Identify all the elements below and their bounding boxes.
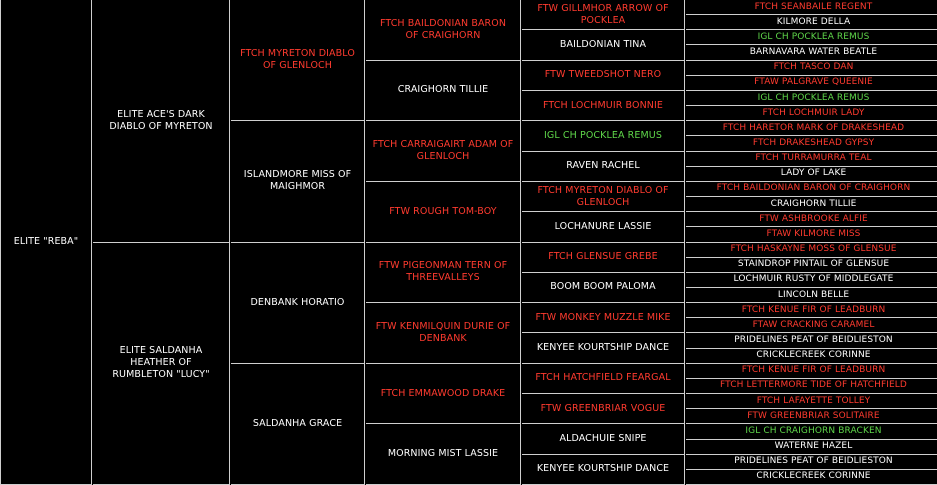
generation-4-cell: FTW ROUGH TOM-BOY <box>366 182 521 243</box>
generation-6-cell: FTAW CRACKING CARAMEL <box>686 318 937 333</box>
generation-5-cell: KENYEE KOURTSHIP DANCE <box>522 455 685 485</box>
generation-6-cell: FTCH KENUE FIR OF LEADBURN <box>686 364 937 379</box>
generation-5-cell: FTW GILLMHOR ARROW OF POCKLEA <box>522 0 685 30</box>
generation-4-cell: FTW KENMILQUIN DURIE OF DENBANK <box>366 303 521 364</box>
generation-5-cell: RAVEN RACHEL <box>522 152 685 182</box>
generation-5-cell: FTW TWEEDSHOT NERO <box>522 61 685 91</box>
generation-5-cell: FTCH MYRETON DIABLO OF GLENLOCH <box>522 182 685 212</box>
generation-6-cell: LADY OF LAKE <box>686 167 937 182</box>
generation-4-cell: FTCH EMMAWOOD DRAKE <box>366 364 521 425</box>
generation-6-cell: FTCH SEANBAILE REGENT <box>686 0 937 15</box>
generation-4-cell: FTCH BAILDONIAN BARON OF CRAIGHORN <box>366 0 521 61</box>
generation-3-cell: ISLANDMORE MISS OF MAIGHMOR <box>231 121 365 242</box>
generation-6-cell: PRIDELINES PEAT OF BEIDLIESTON <box>686 455 937 470</box>
generation-3-cell: FTCH MYRETON DIABLO OF GLENLOCH <box>231 0 365 121</box>
generation-6-cell: IGL CH POCKLEA REMUS <box>686 91 937 106</box>
generation-2-cell: ELITE SALDANHA HEATHER OF RUMBLETON "LUCY" <box>93 243 230 485</box>
generation-6-cell: CRAIGHORN TILLIE <box>686 197 937 212</box>
generation-6-cell: FTAW KILMORE MISS <box>686 227 937 242</box>
generation-5-cell: BAILDONIAN TINA <box>522 30 685 60</box>
generation-6-cell: FTCH TASCO DAN <box>686 61 937 76</box>
generation-6-cell: FTCH LETTERMORE TIDE OF HATCHFIELD <box>686 379 937 394</box>
generation-6-cell: FTCH DRAKESHEAD GYPSY <box>686 136 937 151</box>
generation-3-cell: DENBANK HORATIO <box>231 243 365 364</box>
generation-5-cell: FTW MONKEY MUZZLE MIKE <box>522 303 685 333</box>
generation-6-cell: BARNAVARA WATER BEATLE <box>686 45 937 60</box>
generation-5-cell: ALDACHUIE SNIPE <box>522 424 685 454</box>
generation-6-cell: FTCH HARETOR MARK OF DRAKESHEAD <box>686 121 937 136</box>
generation-5-cell: FTCH GLENSUE GREBE <box>522 243 685 273</box>
generation-6-cell: FTW ASHBROOKE ALFIE <box>686 212 937 227</box>
generation-6-cell: FTCH LAFAYETTE TOLLEY <box>686 394 937 409</box>
generation-6-cell: FTAW PALGRAVE QUEENIE <box>686 76 937 91</box>
generation-6-cell: LOCHMUIR RUSTY OF MIDDLEGATE <box>686 273 937 288</box>
generation-6-cell: STAINDROP PINTAIL OF GLENSUE <box>686 258 937 273</box>
generation-4-cell: FTCH CARRAIGAIRT ADAM OF GLENLOCH <box>366 121 521 182</box>
generation-5-cell: KENYEE KOURTSHIP DANCE <box>522 333 685 363</box>
generation-6-cell: IGL CH CRAIGHORN BRACKEN <box>686 424 937 439</box>
generation-2-cell: ELITE ACE'S DARK DIABLO OF MYRETON <box>93 0 230 243</box>
generation-5-cell: FTCH LOCHMUIR BONNIE <box>522 91 685 121</box>
generation-6-cell: KILMORE DELLA <box>686 15 937 30</box>
generation-6-cell: LINCOLN BELLE <box>686 288 937 303</box>
generation-6-cell: FTCH TURRAMURRA TEAL <box>686 152 937 167</box>
generation-5-cell: FTW GREENBRIAR VOGUE <box>522 394 685 424</box>
generation-4-cell: CRAIGHORN TILLIE <box>366 61 521 122</box>
generation-5-cell: FTCH HATCHFIELD FEARGAL <box>522 364 685 394</box>
generation-6-cell: CRICKLECREEK CORINNE <box>686 349 937 364</box>
subject-cell: ELITE "REBA" <box>0 0 92 485</box>
generation-6-cell: PRIDELINES PEAT OF BEIDLIESTON <box>686 333 937 348</box>
generation-6-cell: FTCH BAILDONIAN BARON OF CRAIGHORN <box>686 182 937 197</box>
generation-6-cell: FTCH KENUE FIR OF LEADBURN <box>686 303 937 318</box>
generation-5-cell: IGL CH POCKLEA REMUS <box>522 121 685 151</box>
generation-5-cell: LOCHANURE LASSIE <box>522 212 685 242</box>
generation-6-cell: FTCH LOCHMUIR LADY <box>686 106 937 121</box>
generation-6-cell: WATERNE HAZEL <box>686 440 937 455</box>
generation-4-cell: FTW PIGEONMAN TERN OF THREEVALLEYS <box>366 243 521 304</box>
generation-6-cell: FTW GREENBRIAR SOLITAIRE <box>686 409 937 424</box>
generation-6-cell: CRICKLECREEK CORINNE <box>686 470 937 485</box>
generation-3-cell: SALDANHA GRACE <box>231 364 365 485</box>
generation-6-cell: IGL CH POCKLEA REMUS <box>686 30 937 45</box>
generation-5-cell: BOOM BOOM PALOMA <box>522 273 685 303</box>
generation-6-cell: FTCH HASKAYNE MOSS OF GLENSUE <box>686 243 937 258</box>
generation-4-cell: MORNING MIST LASSIE <box>366 424 521 485</box>
